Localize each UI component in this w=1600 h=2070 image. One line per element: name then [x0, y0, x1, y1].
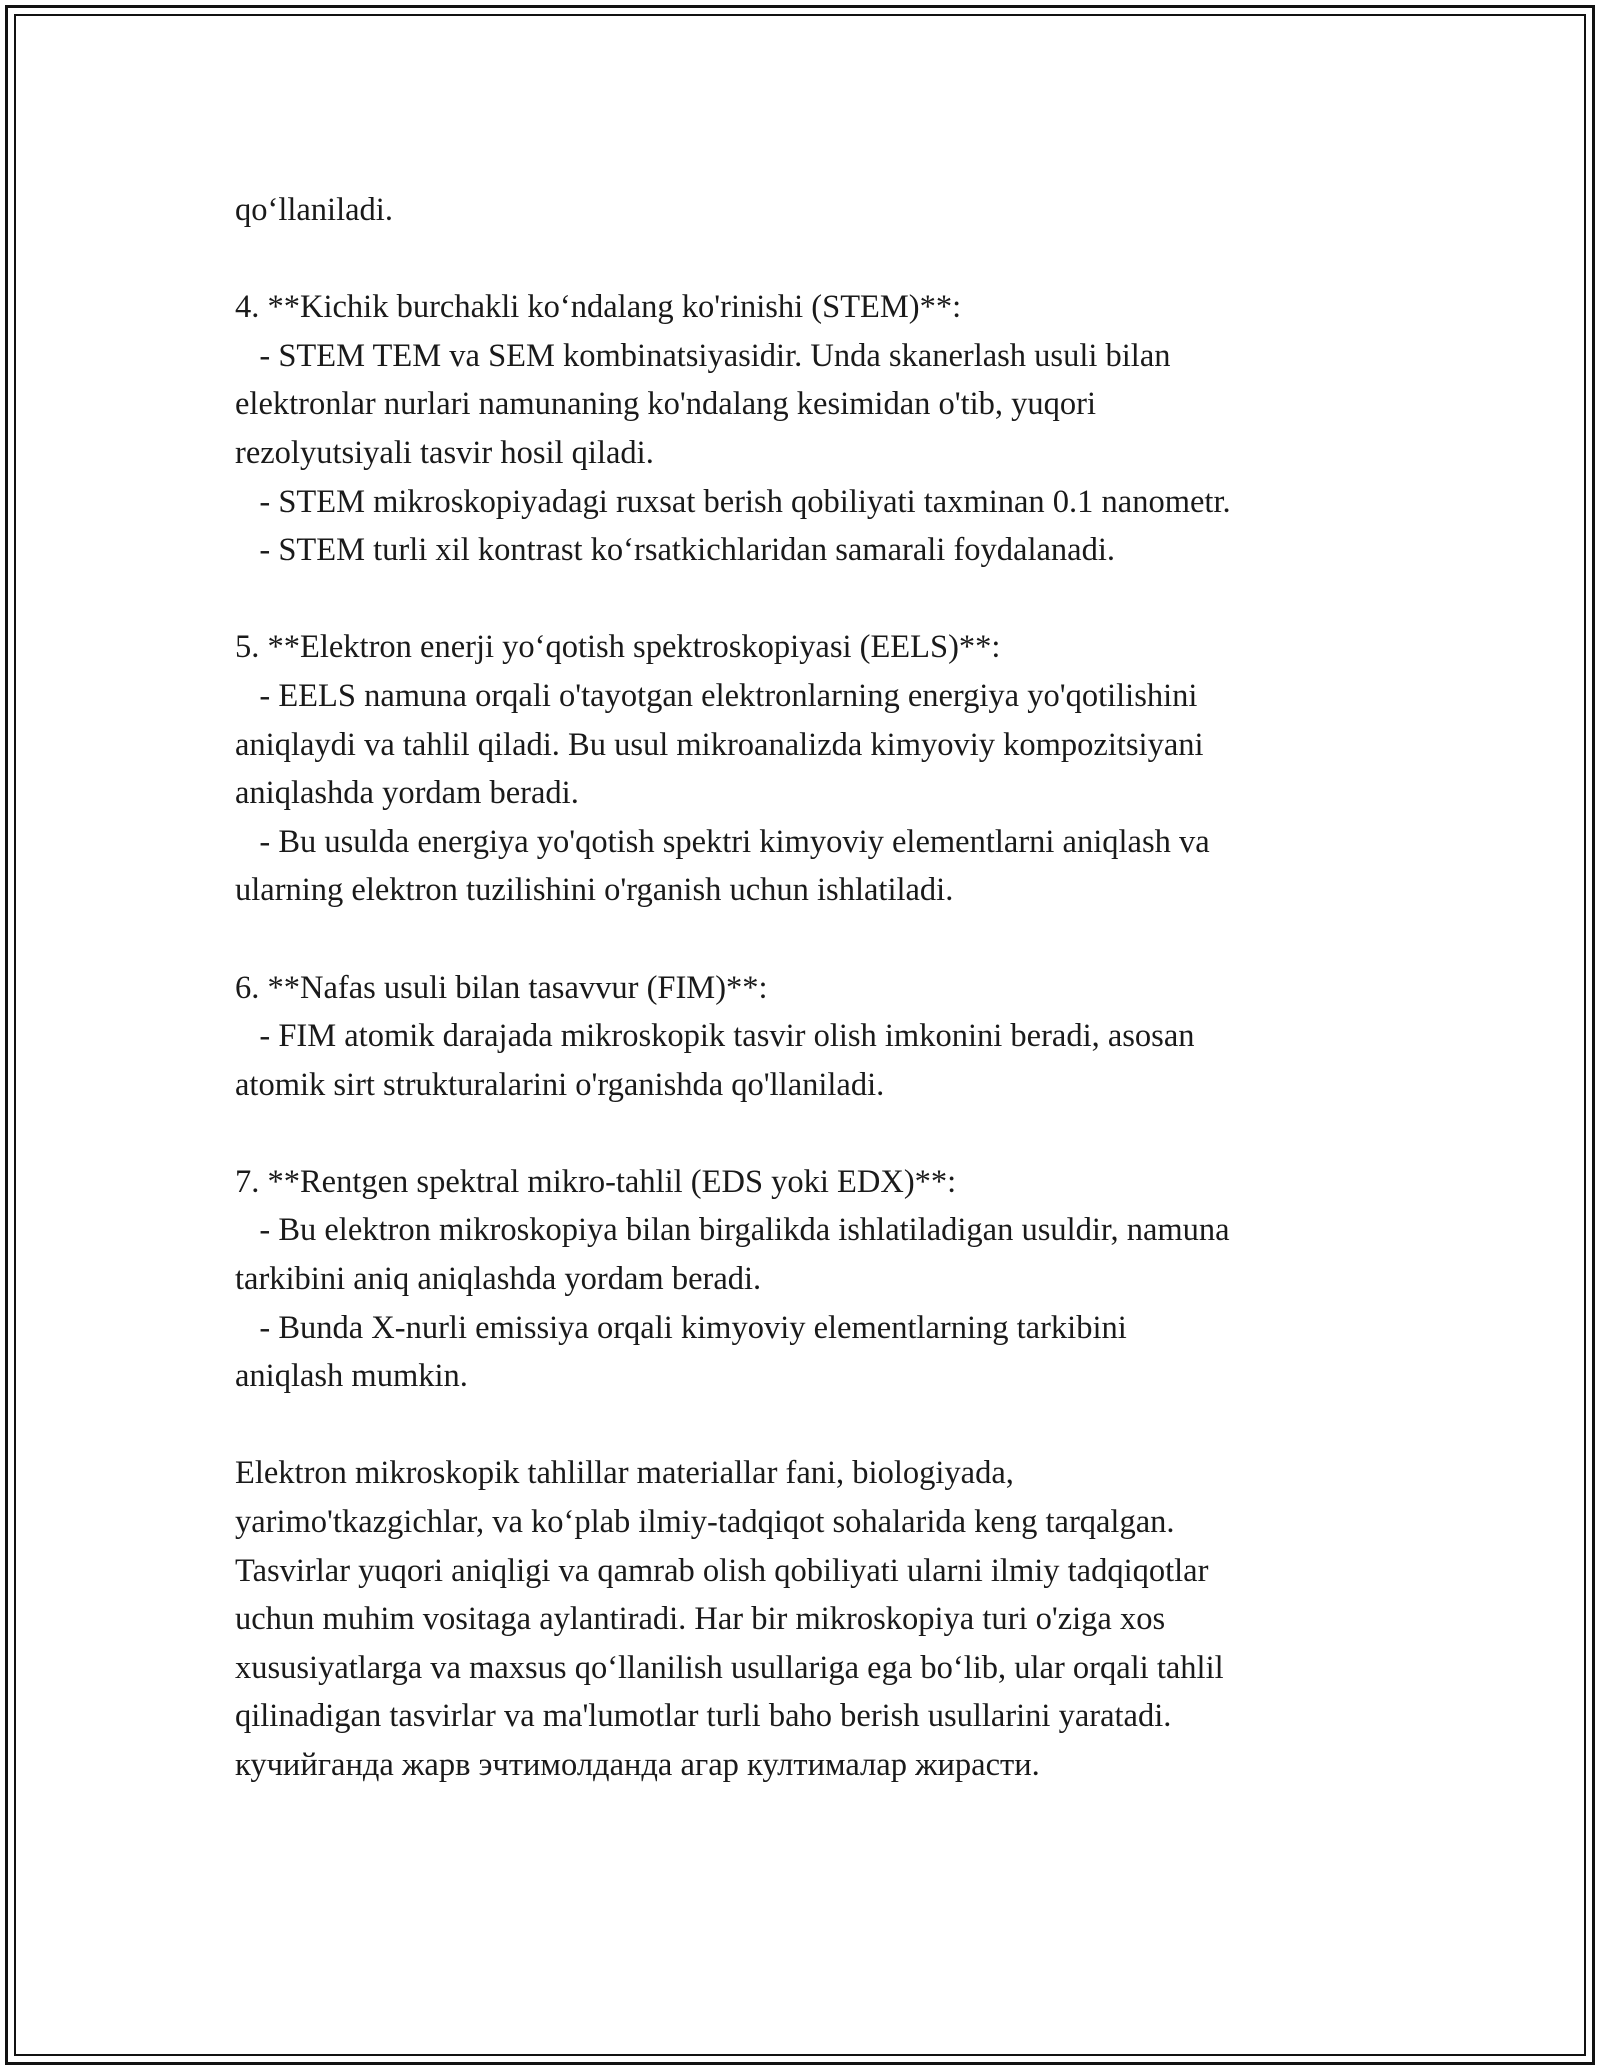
- section-heading-fim: 6. **Nafas usuli bilan tasavvur (FIM)**:: [235, 969, 768, 1006]
- text-line: - EELS namuna orqali o'tayotgan elektronlarning energiya yo'qotilishini: [235, 677, 1198, 714]
- blank-line: [235, 575, 1385, 624]
- text-line: atomik sirt strukturalarini o'rganishda qo'llaniladi.: [235, 1066, 885, 1103]
- conclusion-line: Elektron mikroskopik tahlillar materiallar fani, biologiyada,: [235, 1455, 1014, 1492]
- conclusion-line: uchun muhim vositaga aylantiradi. Har bir mikroskopiya turi o'ziga xos: [235, 1601, 1166, 1638]
- text-line: - STEM TEM va SEM kombinatsiyasidir. Unda skanerlash usuli bilan: [235, 337, 1171, 374]
- text-line: aniqlash mumkin.: [235, 1358, 468, 1395]
- text-line: elektronlar nurlari namunaning ko'ndalang kesimidan o'tib, yuqori: [235, 386, 1097, 423]
- blank-line: [235, 235, 1385, 284]
- blank-line: [235, 915, 1385, 964]
- text-line: - STEM turli xil kontrast ko‘rsatkichlaridan samarali foydalanadi.: [235, 532, 1115, 569]
- section-heading-eds: 7. **Rentgen spektral mikro-tahlil (EDS yoki EDX)**:: [235, 1163, 957, 1200]
- text-line: qo‘llaniladi.: [235, 192, 393, 228]
- text-line: aniqlashda yordam beradi.: [235, 775, 579, 812]
- text-line: tarkibini aniq aniqlashda yordam beradi.: [235, 1261, 762, 1298]
- blank-line: [235, 1401, 1385, 1450]
- conclusion-line: xususiyatlarga va maxsus qo‘llanilish usullariga ega bo‘lib, ular orqali tahlil: [235, 1649, 1224, 1686]
- blank-line: [235, 1109, 1385, 1158]
- text-line: ularning elektron tuzilishini o'rganish uchun ishlatiladi.: [235, 872, 954, 909]
- text-line: rezolyutsiyali tasvir hosil qiladi.: [235, 434, 654, 471]
- text-line: aniqlaydi va tahlil qiladi. Bu usul mikroanalizda kimyoviy kompozitsiyani: [235, 726, 1204, 763]
- conclusion-line: yarimo'tkazgichlar, va ko‘plab ilmiy-tadqiqot sohalarida keng tarqalgan.: [235, 1504, 1175, 1541]
- section-heading-eels: 5. **Elektron enerji yo‘qotish spektroskopiyasi (EELS)**:: [235, 629, 1001, 666]
- document-text: [235, 186, 1385, 1790]
- text-line: - STEM mikroskopiyadagi ruxsat berish qobiliyati taxminan 0.1 nanometr.: [235, 483, 1231, 520]
- conclusion-line: кучийганда жарв эчтимолданда агар култималар жирасти.: [235, 1747, 1040, 1783]
- text-line: - Bunda X-nurli emissiya orqali kimyoviy elementlarning tarkibini: [235, 1309, 1127, 1346]
- section-heading-stem: 4. **Kichik burchakli ko‘ndalang ko'rinishi (STEM)**:: [235, 289, 962, 326]
- text-line: - Bu elektron mikroskopiya bilan birgalikda ishlatiladigan usuldir, namuna: [235, 1212, 1230, 1249]
- conclusion-line: qilinadigan tasvirlar va ma'lumotlar turli baho berish usullarini yaratadi.: [235, 1698, 1172, 1735]
- conclusion-line: Tasvirlar yuqori aniqligi va qamrab olish qobiliyati ularni ilmiy tadqiqotlar: [235, 1552, 1209, 1589]
- text-line: - Bu usulda energiya yo'qotish spektri kimyoviy elementlarni aniqlash va: [235, 823, 1210, 860]
- text-line: - FIM atomik darajada mikroskopik tasvir olish imkonini beradi, asosan: [235, 1018, 1195, 1055]
